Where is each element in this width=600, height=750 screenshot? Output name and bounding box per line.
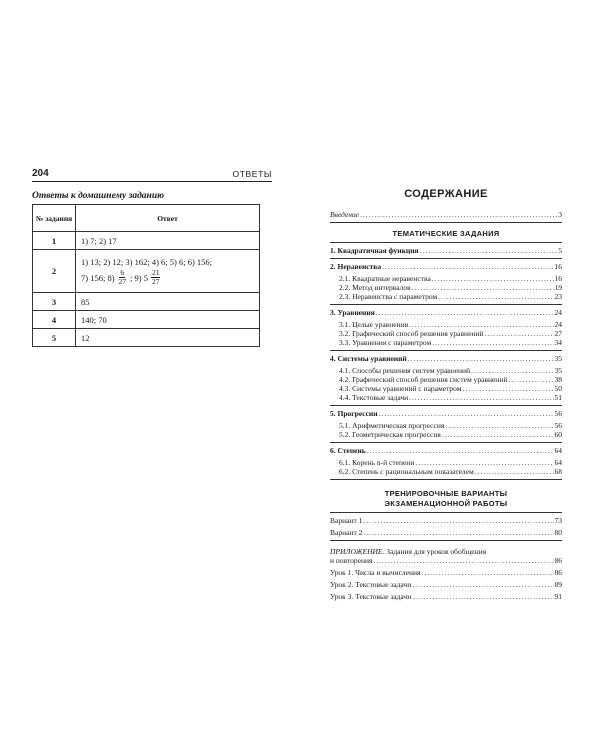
section-head-training-1: ТРЕНИРОВОЧНЫЕ ВАРИАНТЫ bbox=[384, 489, 508, 498]
toc-entry-page: 50 bbox=[554, 384, 562, 393]
toc-subsection[interactable] bbox=[330, 421, 562, 430]
chapters-list bbox=[330, 246, 562, 480]
fraction-numerator: 21 bbox=[151, 268, 160, 277]
leader-dots bbox=[432, 338, 553, 347]
left-page bbox=[32, 168, 272, 347]
toc-subsection[interactable] bbox=[330, 393, 562, 402]
toc-entry-label: 1. Квадратичная функция bbox=[330, 246, 419, 255]
toc-subsection[interactable] bbox=[330, 384, 562, 393]
fraction-numerator: 6 bbox=[120, 268, 125, 277]
page-number: 204 bbox=[32, 168, 49, 179]
table-row bbox=[33, 250, 260, 293]
toc-entry-intro[interactable] bbox=[330, 210, 562, 219]
toc-entry-label: Урок 3. Текстовые задачи bbox=[330, 592, 412, 601]
toc-entry-label: 3. Уравнения bbox=[330, 308, 375, 317]
toc-entry-page: 35 bbox=[554, 366, 562, 375]
table-row bbox=[33, 329, 260, 347]
toc-entry-page: 64 bbox=[554, 458, 562, 467]
toc-entry-label: Вариант 2 bbox=[330, 528, 363, 537]
toc-entry-lesson[interactable] bbox=[330, 592, 562, 601]
leader-dots bbox=[408, 354, 554, 363]
leader-dots bbox=[382, 262, 553, 271]
toc-entry-page: 56 bbox=[554, 409, 562, 418]
toc-entry-page: 89 bbox=[554, 580, 562, 589]
leader-dots bbox=[421, 568, 553, 577]
leader-dots bbox=[415, 458, 553, 467]
answers-table bbox=[32, 204, 260, 347]
divider bbox=[330, 512, 562, 513]
leader-dots bbox=[367, 446, 554, 455]
task-answer: 85 bbox=[76, 293, 260, 311]
toc-entry-label: 2.3. Неравенства с параметром bbox=[339, 292, 438, 301]
toc-entry-page: 91 bbox=[554, 592, 562, 601]
toc-entry-page: 60 bbox=[554, 430, 562, 439]
toc-subsection[interactable] bbox=[330, 430, 562, 439]
toc-entry-label: 2.1. Квадратные неравенства bbox=[339, 274, 431, 283]
header-answer: Ответ bbox=[76, 205, 260, 232]
toc-entry-page: 19 bbox=[554, 283, 562, 292]
toc-entry-label: 4.2. Графический способ решения систем уравнений bbox=[339, 375, 508, 384]
toc-entry-page: 80 bbox=[554, 528, 562, 537]
task-answer: 1) 7; 2) 17 bbox=[76, 232, 260, 250]
toc-entry-label: Вариант 1 bbox=[330, 516, 363, 525]
toc-entry-page: 35 bbox=[554, 354, 562, 363]
toc-entry-label: 5.2. Геометрическая прогрессия bbox=[339, 430, 441, 439]
leader-dots bbox=[363, 528, 553, 537]
toc-entry-page: 64 bbox=[554, 446, 562, 455]
toc-chapter[interactable] bbox=[330, 308, 562, 317]
toc-entry-page: 68 bbox=[554, 467, 562, 476]
appendix-italic-word: ПРИЛОЖЕНИЕ. bbox=[330, 547, 385, 556]
leader-dots bbox=[374, 556, 554, 565]
toc-entry-label: Введение bbox=[330, 210, 359, 219]
homework-title: Ответы к домашнему заданию bbox=[32, 191, 165, 201]
toc-entry-page: 56 bbox=[554, 421, 562, 430]
answer-line-2-prefix: 7) 156; 8) bbox=[81, 272, 115, 283]
toc-subsection[interactable] bbox=[330, 329, 562, 338]
fraction-denominator: 27 bbox=[151, 277, 160, 286]
table-row bbox=[33, 232, 260, 250]
leader-dots bbox=[432, 274, 554, 283]
toc-chapter[interactable] bbox=[330, 446, 562, 455]
toc-subsection[interactable] bbox=[330, 458, 562, 467]
task-number: 4 bbox=[33, 311, 76, 329]
task-answer bbox=[76, 250, 260, 293]
toc-entry-page: 34 bbox=[554, 338, 562, 347]
leader-dots bbox=[471, 366, 553, 375]
leader-dots bbox=[409, 393, 553, 402]
toc-entry-lesson[interactable] bbox=[330, 580, 562, 589]
right-page bbox=[330, 188, 562, 601]
leader-dots bbox=[420, 246, 558, 255]
header-task-number: № задания bbox=[33, 205, 76, 232]
toc-entry-label: 4.3. Системы уравнений с параметром bbox=[339, 384, 462, 393]
divider bbox=[330, 222, 562, 223]
toc-entry-label: 3.1. Целые уравнения bbox=[339, 320, 409, 329]
toc-entry-label: 6. Степень bbox=[330, 446, 366, 455]
toc-entry-page: 24 bbox=[554, 308, 562, 317]
toc-chapter[interactable] bbox=[330, 354, 562, 363]
toc-entry-page: 73 bbox=[554, 516, 562, 525]
toc-chapter[interactable] bbox=[330, 246, 562, 255]
fraction bbox=[118, 269, 128, 286]
divider bbox=[330, 405, 562, 406]
toc-entry-label: 4. Системы уравнений bbox=[330, 354, 407, 363]
task-number: 1 bbox=[33, 232, 76, 250]
leader-dots bbox=[360, 210, 557, 219]
toc-entry-label: 3.2. Графический способ решения уравнений bbox=[339, 329, 484, 338]
toc-entry-label: 4.4. Текстовые задачи bbox=[339, 393, 409, 402]
toc-entry-page: 16 bbox=[554, 274, 562, 283]
toc-entry-page: 38 bbox=[554, 375, 562, 384]
toc-title: СОДЕРЖАНИЕ bbox=[404, 188, 488, 200]
toc-subsection[interactable] bbox=[330, 467, 562, 476]
task-answer: 12 bbox=[76, 329, 260, 347]
answer-line-2 bbox=[81, 269, 254, 286]
task-number: 5 bbox=[33, 329, 76, 347]
answer-line-2-mid: ; 9) 5 bbox=[130, 272, 148, 283]
appendix-line-1-rest: Задания для уроков обобщения bbox=[384, 547, 487, 556]
divider bbox=[330, 242, 562, 243]
leader-dots bbox=[376, 308, 554, 317]
toc-subsection[interactable] bbox=[330, 366, 562, 375]
section-head-training-2: ЭКЗАМЕНАЦИОННОЙ РАБОТЫ bbox=[384, 499, 508, 508]
toc-subsection[interactable] bbox=[330, 274, 562, 283]
leader-dots bbox=[438, 292, 553, 301]
toc-entry-page: 27 bbox=[554, 329, 562, 338]
toc-entry-page: 86 bbox=[554, 556, 562, 565]
running-title: ОТВЕТЫ bbox=[232, 169, 272, 179]
toc-entry-variant[interactable] bbox=[330, 516, 562, 525]
toc-entry-page: 16 bbox=[554, 262, 562, 271]
leader-dots bbox=[484, 329, 553, 338]
divider bbox=[330, 350, 562, 351]
leader-dots bbox=[379, 409, 554, 418]
leader-dots bbox=[442, 430, 554, 439]
fraction bbox=[151, 269, 161, 286]
divider bbox=[330, 304, 562, 305]
divider bbox=[330, 258, 562, 259]
leader-dots bbox=[412, 580, 553, 589]
toc-entry-label: 3.3. Уравнения с параметром bbox=[339, 338, 432, 347]
leader-dots bbox=[409, 320, 553, 329]
fraction-denominator: 27 bbox=[118, 277, 127, 286]
toc-entry-label: 5.1. Арифметическая прогрессия bbox=[339, 421, 445, 430]
divider bbox=[330, 442, 562, 443]
divider bbox=[330, 540, 562, 541]
leader-dots bbox=[508, 375, 553, 384]
leader-dots bbox=[363, 516, 553, 525]
task-answer: 140; 70 bbox=[76, 311, 260, 329]
toc-subsection[interactable] bbox=[330, 375, 562, 384]
toc-entry-page: 24 bbox=[554, 320, 562, 329]
section-head-thematic: ТЕМАТИЧЕСКИЕ ЗАДАНИЯ bbox=[392, 229, 500, 238]
toc-entry-label: и повторения bbox=[330, 556, 373, 565]
toc-entry-label: 4.1. Способы решения систем уравнений bbox=[339, 366, 471, 375]
appendix-line-1[interactable] bbox=[330, 547, 562, 556]
divider bbox=[330, 479, 562, 480]
toc-entry-label: 2.2. Метод интервалов bbox=[339, 283, 411, 292]
toc-entry-page: 3 bbox=[558, 210, 562, 219]
table-row bbox=[33, 293, 260, 311]
task-number: 2 bbox=[33, 250, 76, 293]
toc-entry-label: Урок 2. Текстовые задачи bbox=[330, 580, 412, 589]
leader-dots bbox=[412, 283, 554, 292]
answer-line-1: 1) 13; 2) 12; 3) 162; 4) 6; 5) 6; 6) 156; bbox=[81, 257, 213, 267]
leader-dots bbox=[463, 384, 554, 393]
toc-entry-page: 5 bbox=[558, 246, 562, 255]
toc-chapter[interactable] bbox=[330, 409, 562, 418]
leader-dots bbox=[445, 421, 553, 430]
toc-entry-page: 86 bbox=[554, 568, 562, 577]
toc-entry-label: 6.1. Корень n-й степени bbox=[339, 458, 415, 467]
toc-entry-lesson[interactable] bbox=[330, 568, 562, 577]
leader-dots bbox=[475, 467, 554, 476]
table-row bbox=[33, 311, 260, 329]
toc-entry-page: 51 bbox=[554, 393, 562, 402]
toc-subsection[interactable] bbox=[330, 283, 562, 292]
toc-subsection[interactable] bbox=[330, 338, 562, 347]
toc-entry-page: 23 bbox=[554, 292, 562, 301]
task-number: 3 bbox=[33, 293, 76, 311]
toc-entry-label: 6.2. Степень с рациональным показателем bbox=[339, 467, 474, 476]
toc-subsection[interactable] bbox=[330, 320, 562, 329]
toc-entry-appendix[interactable] bbox=[330, 556, 562, 565]
toc-subsection[interactable] bbox=[330, 292, 562, 301]
toc-entry-label: Урок 1. Числа и вычисления bbox=[330, 568, 421, 577]
toc-entry-variant[interactable] bbox=[330, 528, 562, 537]
leader-dots bbox=[412, 592, 553, 601]
table-header-row bbox=[33, 205, 260, 232]
toc-chapter[interactable] bbox=[330, 262, 562, 271]
toc-entry-label: 2. Неравенства bbox=[330, 262, 382, 271]
toc-entry-label: 5. Прогрессии bbox=[330, 409, 378, 418]
running-head bbox=[32, 168, 272, 182]
